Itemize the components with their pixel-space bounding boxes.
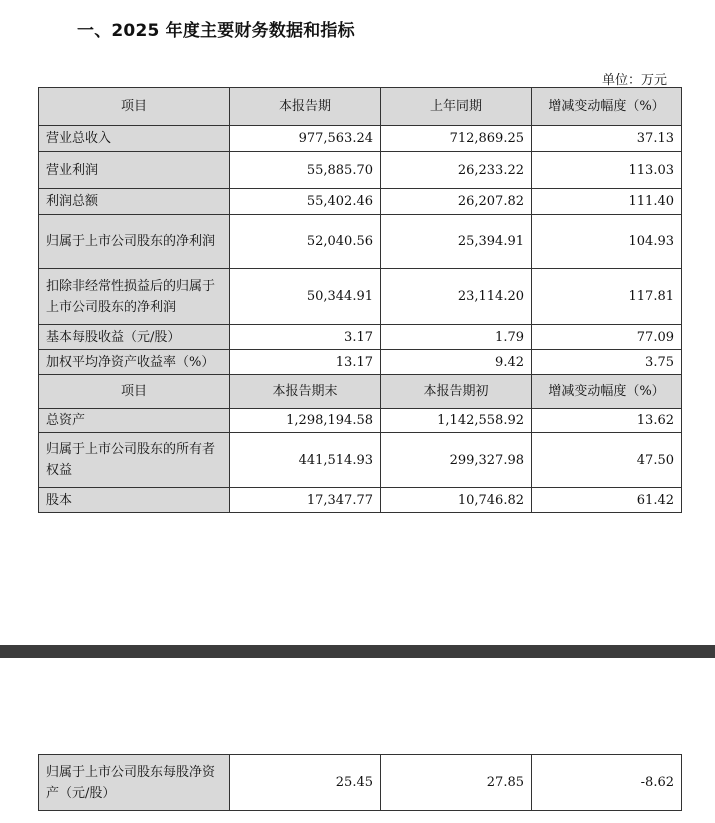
table-row <box>39 755 682 811</box>
cell-current: 52,040.56 <box>230 215 381 269</box>
row-label: 加权平均净资产收益率（%） <box>39 350 230 375</box>
cell-change: 104.93 <box>532 215 682 269</box>
cell-change: 113.03 <box>532 152 682 189</box>
row-label: 基本每股收益（元/股） <box>39 325 230 350</box>
unit-label: 单位：万元 <box>601 73 667 88</box>
row-label: 归属于上市公司股东的所有者权益 <box>39 433 230 488</box>
table-row <box>39 269 682 325</box>
row-label: 归属于上市公司股东每股净资产（元/股） <box>39 755 230 811</box>
table-row <box>39 126 682 152</box>
row-label: 营业总收入 <box>39 126 230 152</box>
cell-period-end: 1,298,194.58 <box>230 409 381 433</box>
cell-prior: 1.79 <box>381 325 532 350</box>
cell-change: -8.62 <box>532 755 682 811</box>
cell-prior: 9.42 <box>381 350 532 375</box>
cell-period-end: 25.45 <box>230 755 381 811</box>
cell-prior: 23,114.20 <box>381 269 532 325</box>
cell-current: 3.17 <box>230 325 381 350</box>
header-change-pct: 增减变动幅度（%） <box>532 88 682 126</box>
row-label: 利润总额 <box>39 189 230 215</box>
table-header-row <box>39 375 682 409</box>
page-bottom-margin <box>0 524 715 645</box>
cell-prior: 26,207.82 <box>381 189 532 215</box>
cell-change: 61.42 <box>532 488 682 513</box>
cell-period-end: 17,347.77 <box>230 488 381 513</box>
header-item: 项目 <box>39 88 230 126</box>
header-item: 项目 <box>39 375 230 409</box>
continued-table <box>38 754 682 811</box>
cell-current: 977,563.24 <box>230 126 381 152</box>
cell-prior: 712,869.25 <box>381 126 532 152</box>
cell-change: 47.50 <box>532 433 682 488</box>
cell-period-start: 10,746.82 <box>381 488 532 513</box>
cell-prior: 25,394.91 <box>381 215 532 269</box>
row-label: 扣除非经常性损益后的归属于上市公司股东的净利润 <box>39 269 230 325</box>
cell-period-end: 441,514.93 <box>230 433 381 488</box>
table-row <box>39 189 682 215</box>
header-period-end: 本报告期末 <box>230 375 381 409</box>
cell-current: 55,885.70 <box>230 152 381 189</box>
header-current-period: 本报告期 <box>230 88 381 126</box>
cell-current: 13.17 <box>230 350 381 375</box>
financial-data-table <box>38 87 682 513</box>
page-title: 一、2025 年度主要财务数据和指标 <box>77 21 355 41</box>
cell-current: 50,344.91 <box>230 269 381 325</box>
table-row <box>39 433 682 488</box>
table-row <box>39 215 682 269</box>
row-label: 归属于上市公司股东的净利润 <box>39 215 230 269</box>
cell-change: 77.09 <box>532 325 682 350</box>
header-change-pct: 增减变动幅度（%） <box>532 375 682 409</box>
row-label: 股本 <box>39 488 230 513</box>
cell-change: 37.13 <box>532 126 682 152</box>
cell-change: 117.81 <box>532 269 682 325</box>
table-row <box>39 409 682 433</box>
table-row <box>39 325 682 350</box>
cell-period-start: 27.85 <box>381 755 532 811</box>
table-row <box>39 488 682 513</box>
cell-period-start: 1,142,558.92 <box>381 409 532 433</box>
header-period-start: 本报告期初 <box>381 375 532 409</box>
table-row <box>39 152 682 189</box>
cell-period-start: 299,327.98 <box>381 433 532 488</box>
row-label: 总资产 <box>39 409 230 433</box>
cell-prior: 26,233.22 <box>381 152 532 189</box>
table-row <box>39 350 682 375</box>
cell-change: 13.62 <box>532 409 682 433</box>
row-label: 营业利润 <box>39 152 230 189</box>
cell-change: 3.75 <box>532 350 682 375</box>
cell-change: 111.40 <box>532 189 682 215</box>
page-break-separator <box>0 645 715 658</box>
header-prior-period: 上年同期 <box>381 88 532 126</box>
table-header-row <box>39 88 682 126</box>
cell-current: 55,402.46 <box>230 189 381 215</box>
